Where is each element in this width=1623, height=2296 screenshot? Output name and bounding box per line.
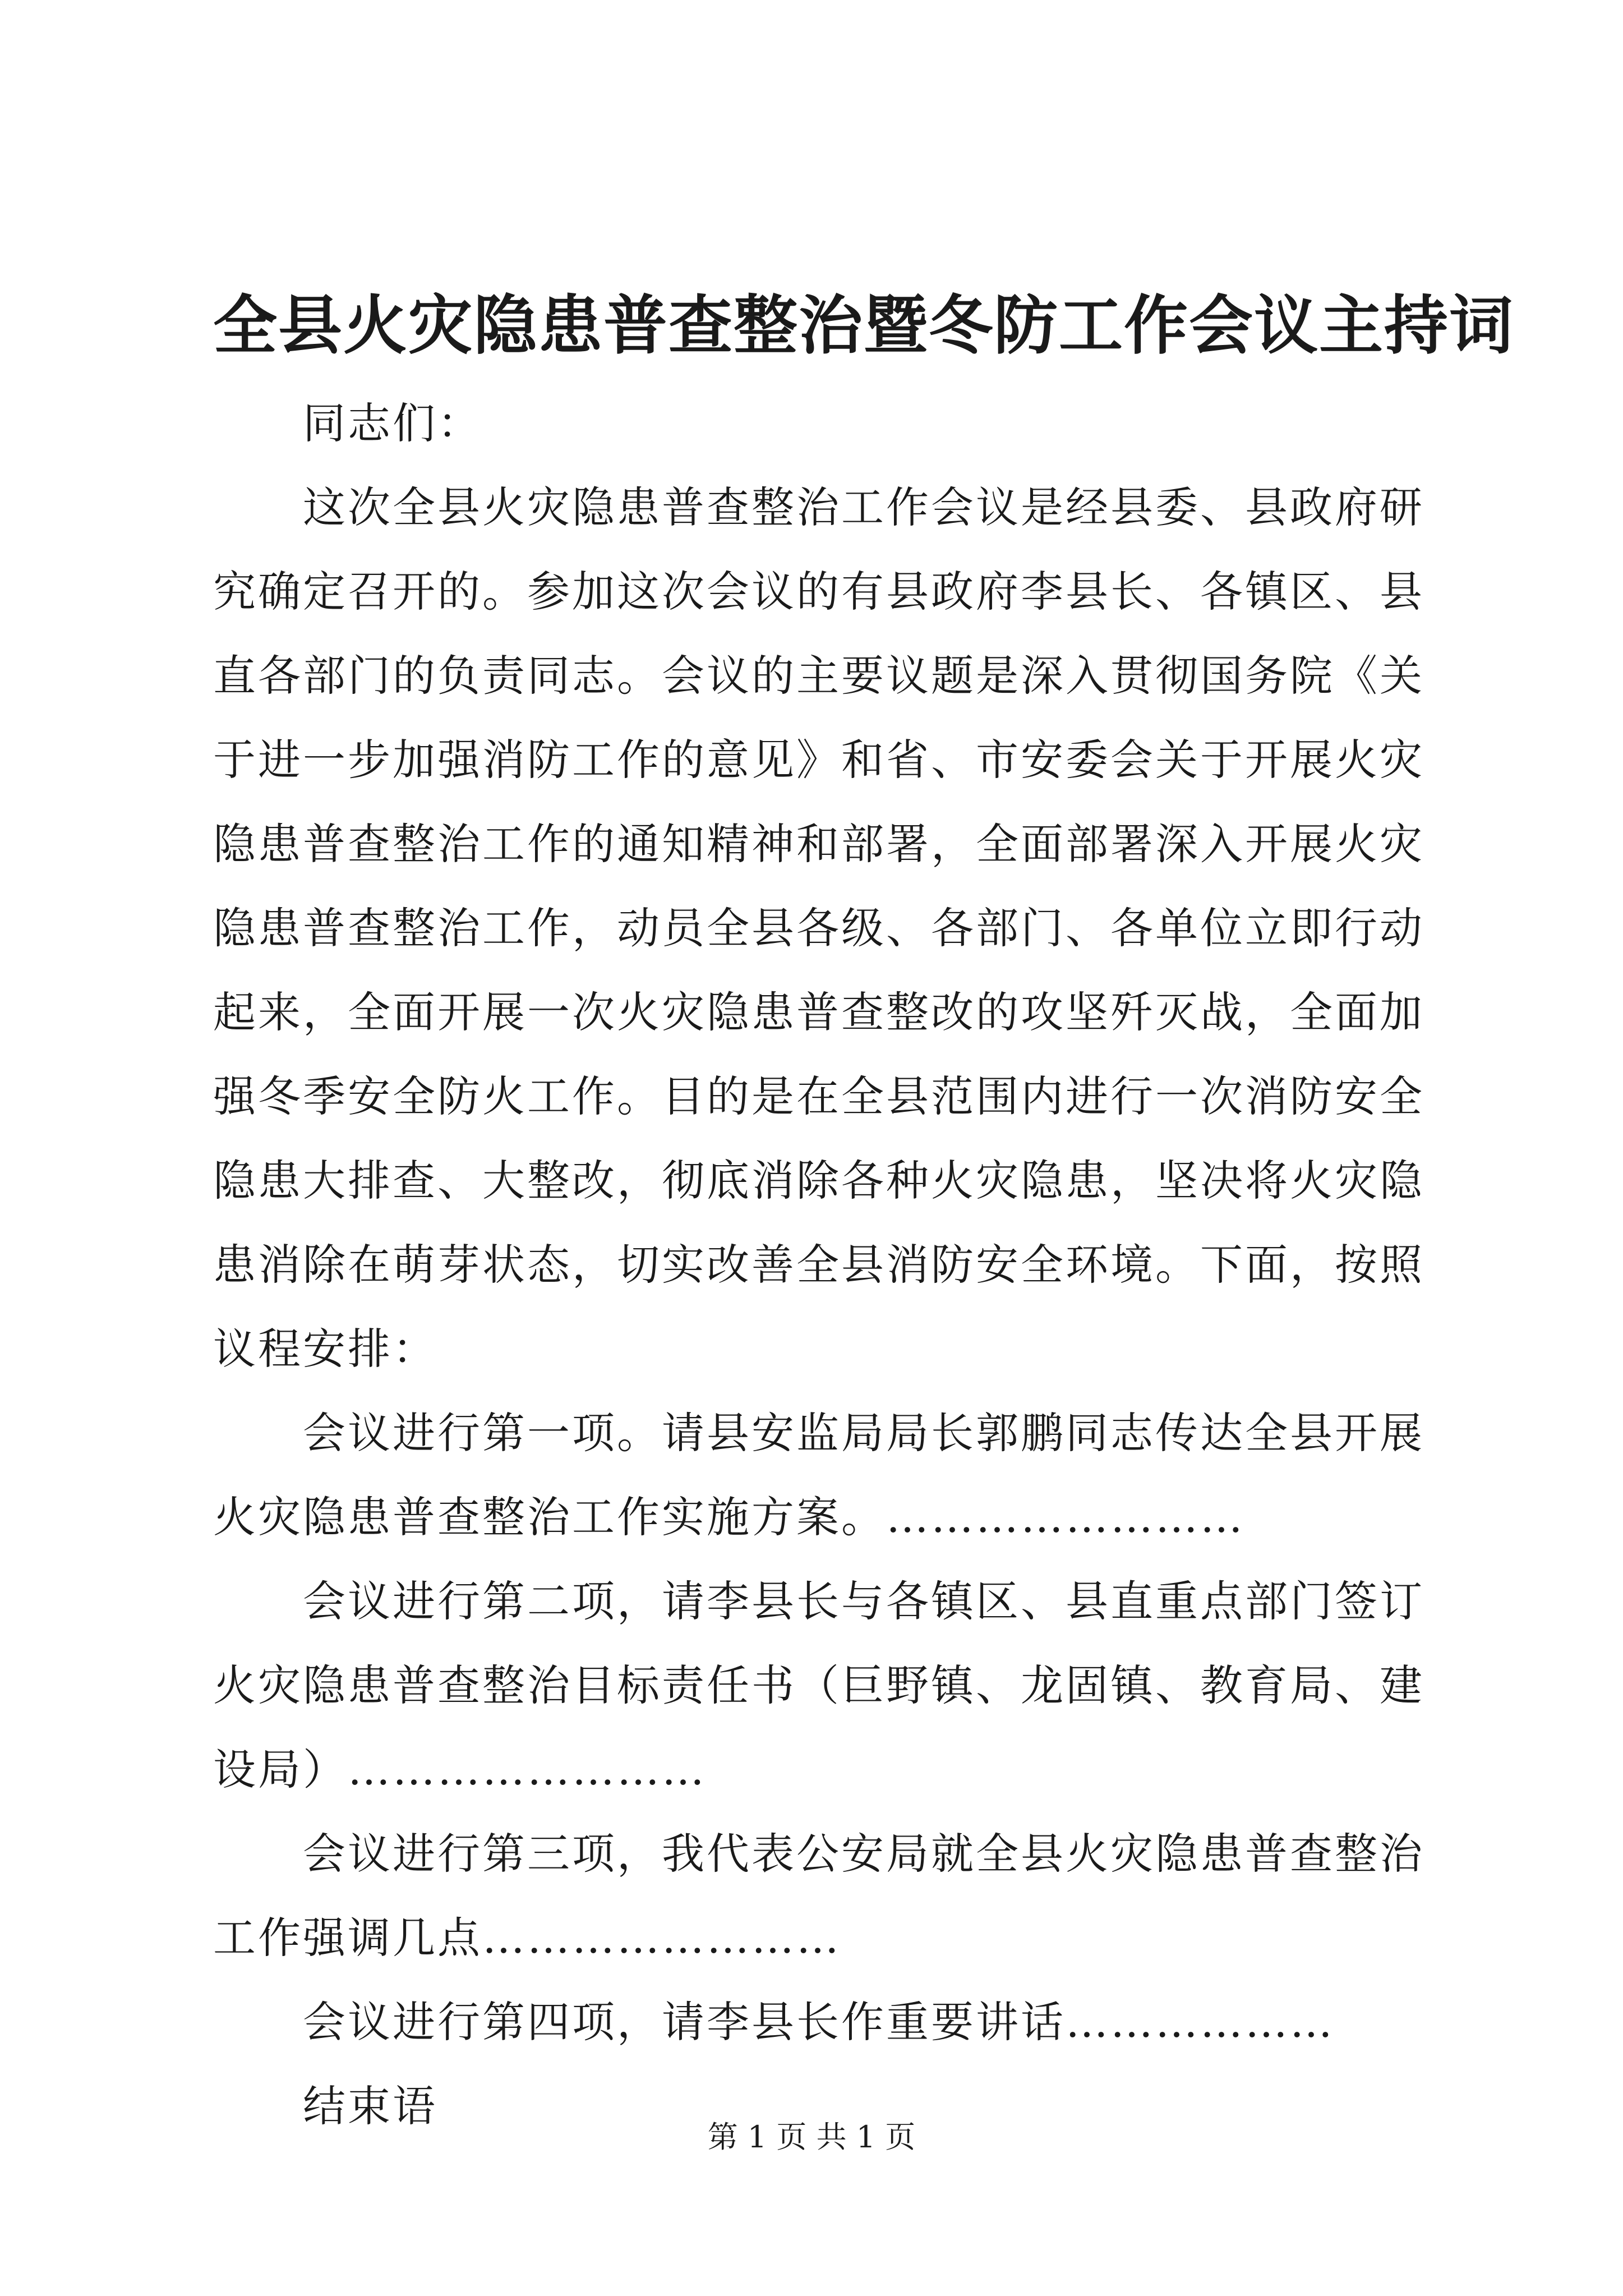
document-title: 全县火灾隐患普查整治暨冬防工作会议主持词 [213, 288, 1515, 363]
document-body [213, 381, 1424, 2148]
paragraph-item-4: 会议进行第四项，请李县长作重要讲话……………… [303, 1997, 1335, 2047]
paragraph-closing: 结束语 [303, 2081, 437, 2131]
page-number-footer: 第 1 页 共 1 页 [707, 2119, 916, 2155]
paragraph-intro: 这次全县火灾隐患普查整治工作会议是经县委、县政府研究确定召开的。参加这次会议的有县政府李县长、各镇区、县直各部门的负责同志。会议的主要议题是深入贯彻国务院《关于进一步加强消防工作的意见》和省、市安委会关于开展火灾隐患普查整治工作的通知精神和部署，全面部署深入开展火灾隐患普查整治工作，动员全县各级、各部门、各单位立即行动起来，全面开展一次火灾隐患普查整改的攻坚歼灭战，全面加强冬季安全防火工作。目的是在全县范围内进行一次消防安全隐患大排查、大整改，彻底消除各种火灾隐患，坚决将火灾隐患消除在萌芽状态，切实改善全县消防安全环境。下面，按照议程安排： [213, 482, 1424, 1374]
paragraph-item-2: 会议进行第二项，请李县长与各镇区、县直重点部门签订火灾隐患普查整治目标责任书（巨野镇、龙固镇、教育局、建设局）…………………… [213, 1576, 1424, 1795]
paragraph-item-1: 会议进行第一项。请县安监局局长郭鹏同志传达全县开展火灾隐患普查整治工作实施方案。…………………… [213, 1408, 1424, 1542]
paragraph-item-3: 会议进行第三项，我代表公安局就全县火灾隐患普查整治工作强调几点…………………… [213, 1829, 1424, 1963]
paragraph-greeting: 同志们： [303, 398, 482, 448]
